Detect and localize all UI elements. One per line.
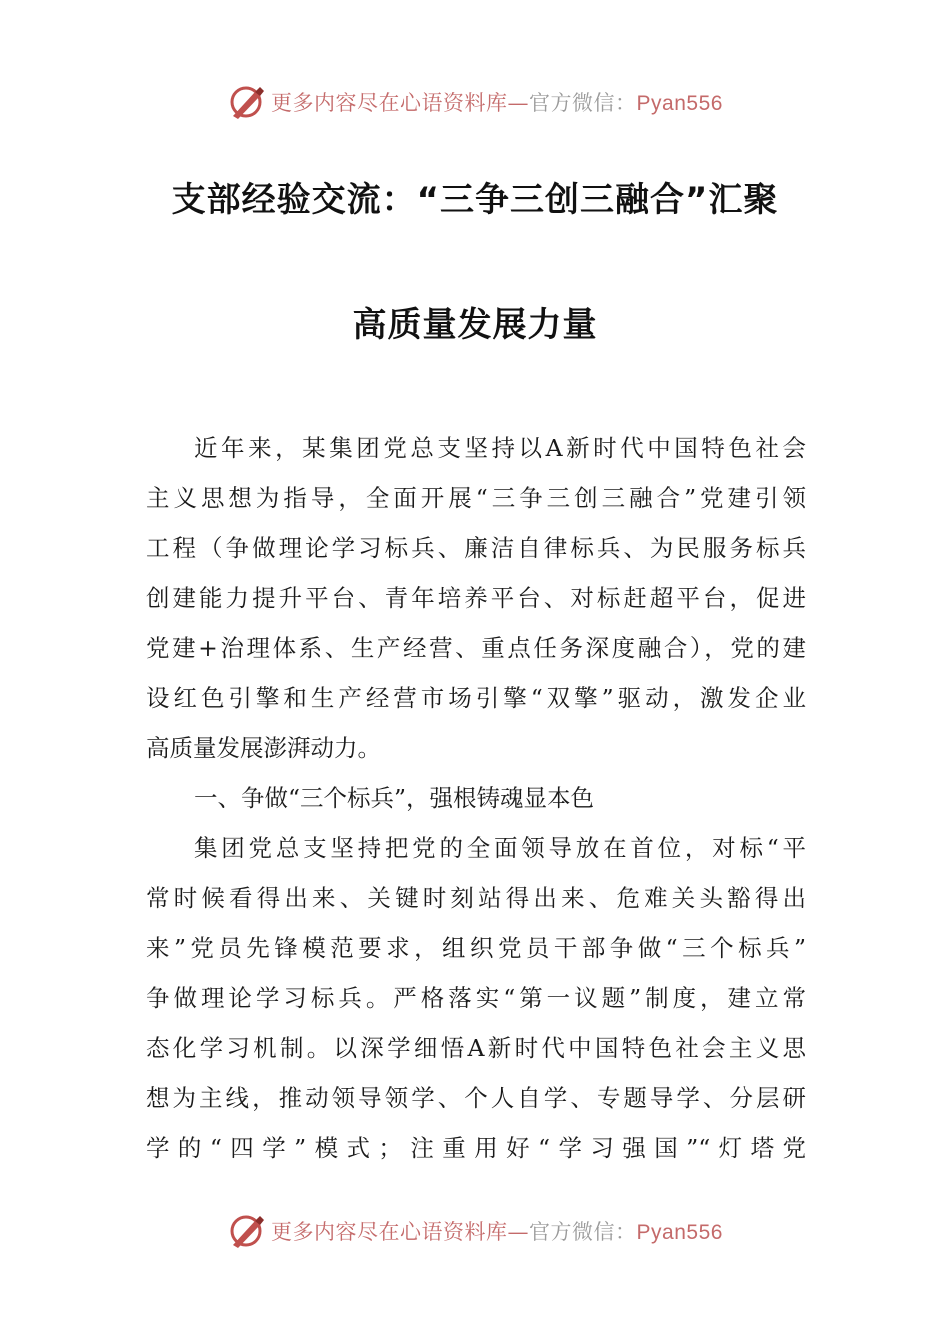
pen-logo-icon <box>227 82 267 122</box>
body-line: 争做理论学习标兵。严格落实“第一议题”制度，建立常 <box>146 984 806 1012</box>
document-title-line-2: 高质量发展力量 <box>352 305 598 345</box>
body-line: 集团党总支坚持把党的全面领导放在首位，对标“平 <box>194 834 806 862</box>
body-line: 设红色引擎和生产经营市场引擎“双擎”驱动，激发企业 <box>146 684 806 712</box>
watermark-banner-bottom <box>0 1209 950 1253</box>
body-line: 想为主线，推动领导领学、个人自学、专题导学、分层研 <box>146 1084 806 1112</box>
body-line: 高质量发展澎湃动力。 <box>146 734 381 762</box>
watermark-text: 更多内容尽在心语资料库—官方微信：Pyan556 <box>271 1220 723 1244</box>
body-line: 态化学习机制。以深学细悟A新时代中国特色社会主义思 <box>146 1034 806 1062</box>
body-line: 主义思想为指导，全面开展“三争三创三融合”党建引领 <box>146 484 806 512</box>
pen-logo-icon <box>227 1211 267 1251</box>
body-line: 常时候看得出来、关键时刻站得出来、危难关头豁得出 <box>146 884 806 912</box>
body-line: 创建能力提升平台、青年培养平台、对标赶超平台，促进 <box>146 584 806 612</box>
watermark-banner-top <box>0 80 950 124</box>
body-line: 学的“四学”模式；注重用好“学习强国”“灯塔党 <box>146 1134 806 1162</box>
body-line: 近年来，某集团党总支坚持以A新时代中国特色社会 <box>194 434 806 462</box>
document-title-line-1: 支部经验交流：“三争三创三融合”汇聚 <box>171 180 779 220</box>
body-line: 党建+治理体系、生产经营、重点任务深度融合），党的建 <box>146 634 806 662</box>
watermark-text: 更多内容尽在心语资料库—官方微信：Pyan556 <box>271 91 723 115</box>
body-line: 来”党员先锋模范要求，组织党员干部争做“三个标兵” <box>146 934 806 962</box>
body-line: 工程（争做理论学习标兵、廉洁自律标兵、为民服务标兵 <box>146 534 806 562</box>
section-heading: 一、争做“三个标兵”，强根铸魂显本色 <box>194 784 595 812</box>
